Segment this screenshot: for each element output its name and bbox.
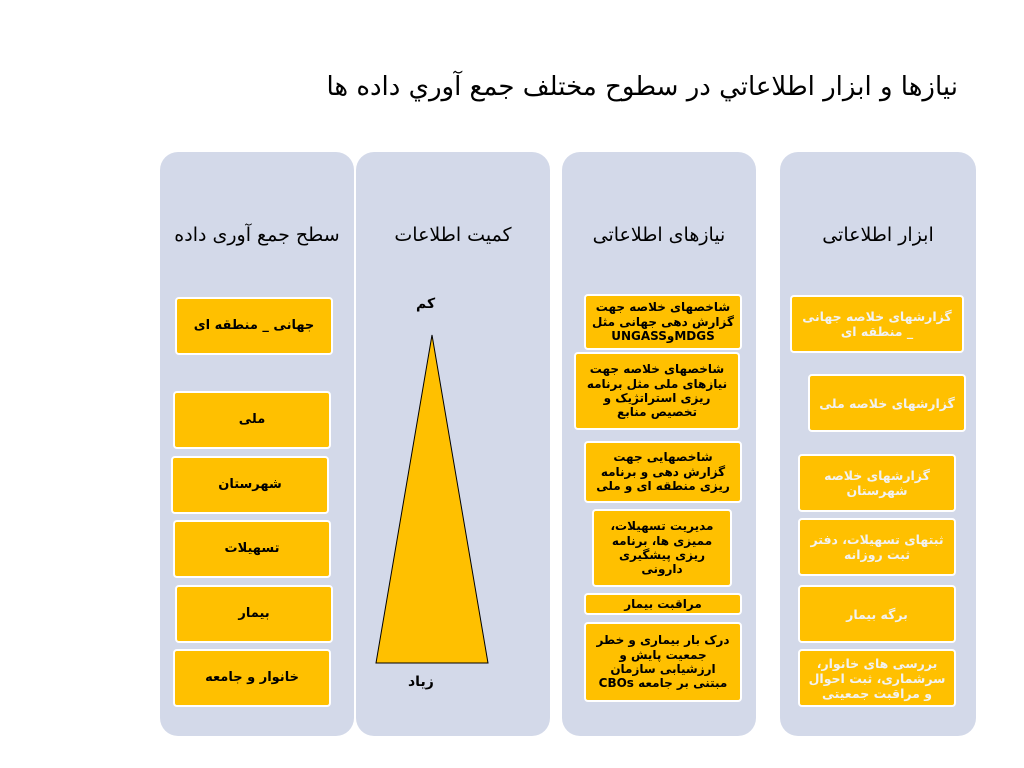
tool-box-facility: ثبتهای تسهیلات، دفتر ثبت روزانه — [798, 518, 956, 576]
need-box-regional: شاخصهایی جهت گزارش دهی و برنامه ریزی منطقه ای و ملی — [584, 441, 742, 503]
column-information-quantity — [356, 152, 550, 736]
pyramid-triangle — [376, 335, 488, 663]
need-box-patient: مراقبت بیمار — [584, 593, 742, 615]
level-box-national: ملی — [173, 391, 331, 449]
level-box-district: شهرستان — [171, 456, 329, 514]
tool-box-global: گزارشهای خلاصه جهانی _ منطقه ای — [790, 295, 964, 353]
column-collection-level — [160, 152, 354, 736]
level-box-patient: بیمار — [175, 585, 333, 643]
need-box-national: شاخصهای خلاصه جهت نیازهای ملی مثل برنامه ریزی استراتژیک و تخصیص منابع — [574, 352, 740, 430]
quantity-label-low: کم — [416, 296, 436, 312]
column-information-tools — [780, 152, 976, 736]
need-box-facility: مدیریت تسهیلات، ممیزی ها، برنامه ریزی پیشگیری دارونی — [592, 509, 732, 587]
column-heading-quantity: کمیت اطلاعات — [394, 224, 512, 246]
quantity-label-high: زیاد — [408, 674, 434, 690]
page-title: نيازها و ابزار اطلاعاتي در سطوح مختلف جمع آوري داده ها — [326, 72, 958, 102]
need-box-community: درک بار بیماری و خطر جمعیت پایش و ارزشیابی سازمان مبتنی بر جامعه CBOs — [584, 622, 742, 702]
level-box-global: جهانی _ منطقه ای — [175, 297, 333, 355]
tool-box-household: بررسی های خانوار، سرشماری، ثبت احوال و مراقبت جمعیتی — [798, 649, 956, 707]
column-heading-tools: ابزار اطلاعاتی — [822, 224, 934, 246]
column-heading-level: سطح جمع آوری داده — [174, 224, 340, 246]
tool-box-national: گزارشهای خلاصه ملی — [808, 374, 966, 432]
quantity-pyramid — [356, 152, 550, 736]
level-box-facility: تسهیلات — [173, 520, 331, 578]
tool-box-patient: برگه بیمار — [798, 585, 956, 643]
column-information-needs — [562, 152, 756, 736]
level-box-household: خانوار و جامعه — [173, 649, 331, 707]
column-heading-needs: نیازهای اطلاعاتی — [592, 224, 726, 246]
tool-box-district: گزارشهای خلاصه شهرستان — [798, 454, 956, 512]
need-box-global: شاخصهای خلاصه جهت گزارش دهی جهانی مثل MDGSوUNGASS — [584, 294, 742, 350]
